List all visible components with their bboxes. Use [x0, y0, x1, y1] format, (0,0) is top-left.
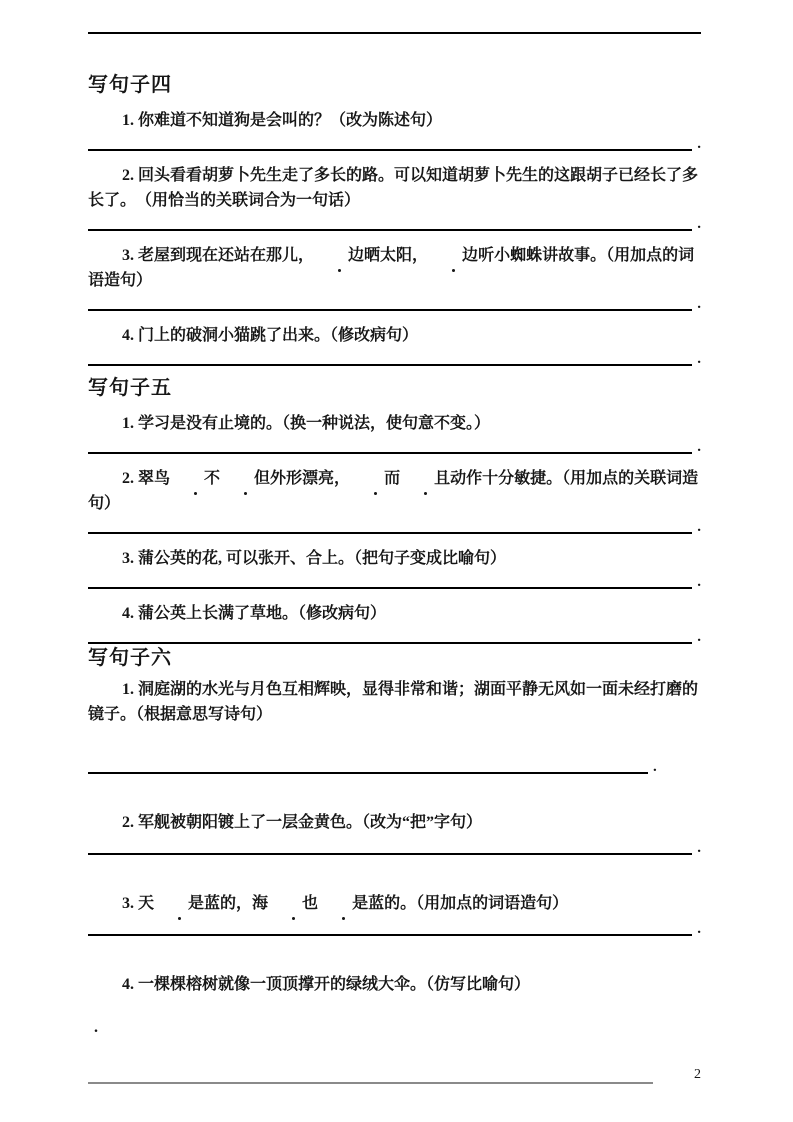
- line-end-period: .: [697, 296, 701, 312]
- line-end-period: .: [697, 439, 701, 455]
- exercise-item: [88, 163, 701, 231]
- exercise-prompt: 3. 蒲公英的花, 可以张开、合上。（把句子变成比喻句）: [122, 550, 507, 567]
- exercise-prompt: 2. 回头看看胡萝卜先生走了多长的路。可以知道胡萝卜先生的这跟胡子已经长了多长了。 （用恰当的关联词合为一句话）: [88, 167, 699, 209]
- line-end-period: .: [697, 921, 701, 937]
- exercise-item: [88, 466, 701, 534]
- line-end-period: .: [697, 840, 701, 856]
- emphasized-char: 而: [350, 466, 400, 491]
- emphasized-char: 边: [428, 243, 478, 268]
- line-end-period: .: [697, 574, 701, 590]
- emphasized-char: 且: [400, 466, 450, 491]
- answer-rule: [88, 309, 692, 311]
- exercise-item: [88, 972, 701, 1040]
- emphasized-char: 不: [170, 466, 220, 491]
- emphasized-char: 是: [154, 891, 204, 916]
- answer-line: [88, 921, 701, 937]
- exercise-prompt: 4. 蒲公英上长满了草地。（修改病句）: [122, 605, 387, 622]
- answer-line: [88, 296, 701, 312]
- answer-line: [88, 439, 701, 455]
- answer-line: [88, 759, 701, 775]
- exercise-item: [88, 323, 701, 366]
- answer-line: [88, 519, 701, 535]
- answer-rule: [88, 934, 692, 936]
- section-six: [88, 645, 701, 1040]
- footer-rule: [88, 1082, 653, 1084]
- exercise-item: [88, 601, 701, 644]
- emphasized-char: 是: [318, 891, 368, 916]
- exercise-prompt: 1. 洞庭湖的水光与月色互相辉映，显得非常和谐；湖面平静无风如一面未经打磨的镜子。（根据意思写诗句）: [88, 681, 699, 723]
- emphasized-char: 也: [268, 891, 318, 916]
- answer-line: [88, 136, 701, 152]
- emphasized-char: 边: [314, 243, 364, 268]
- section-title: 写句子四: [88, 74, 172, 96]
- answer-line: [88, 574, 701, 590]
- section-title: 写句子六: [88, 647, 172, 669]
- line-end-period: .: [697, 136, 701, 152]
- line-end-period: .: [697, 216, 701, 232]
- exercise-prompt: 1. 学习是没有止境的。（换一种说法，使句意不变。）: [122, 415, 491, 432]
- exercise-prompt: 3. 天 是蓝的，海 也 是蓝的。（用加点的词语造句）: [88, 891, 701, 916]
- answer-rule: [88, 532, 692, 534]
- exercise-item: [88, 810, 701, 855]
- section-title: 写句子五: [88, 377, 172, 399]
- answer-rule: [88, 772, 648, 774]
- page-number: 2: [694, 1067, 701, 1082]
- exercise-prompt: 4. 门上的破洞小猫跳了出来。（修改病句）: [122, 327, 419, 344]
- answer-rule: [88, 452, 692, 454]
- exercise-item: [88, 546, 701, 589]
- answer-line: [88, 629, 701, 645]
- exercise-item: [88, 891, 701, 936]
- exercise-prompt: 3. 老屋到现在还站在那儿， 边晒太阳， 边听小蜘蛛讲故事。（用加点的词语造句）: [88, 243, 701, 293]
- line-end-period: .: [653, 759, 657, 775]
- line-end-period: .: [697, 519, 701, 535]
- header-rule: [88, 32, 701, 34]
- answer-rule: [88, 853, 692, 855]
- section-five: [88, 375, 701, 656]
- answer-rule: [88, 364, 692, 366]
- exercise-item: [88, 411, 701, 454]
- exercise-prompt: 4. 一棵棵榕树就像一顶顶撑开的绿绒大伞。（仿写比喻句）: [122, 976, 531, 993]
- answer-rule: [88, 229, 692, 231]
- exercise-prompt: 2. 军舰被朝阳镀上了一层金黄色。（改为“把”字句）: [122, 814, 483, 831]
- exercise-item: [88, 108, 701, 151]
- exercise-prompt: 1. 你难道不知道狗是会叫的？（改为陈述句）: [122, 112, 443, 129]
- section-four: [88, 72, 701, 378]
- answer-rule: [88, 149, 692, 151]
- answer-period: .: [94, 1019, 98, 1036]
- line-end-period: .: [697, 629, 701, 645]
- exercise-item: [88, 677, 701, 774]
- line-end-period: .: [697, 351, 701, 367]
- exercise-prompt: 2. 翠鸟 不 但外形漂亮， 而 且动作十分敏捷。（用加点的关联词造句）: [88, 466, 701, 516]
- answer-rule: [88, 587, 692, 589]
- answer-line: [88, 840, 701, 856]
- answer-line: [88, 216, 701, 232]
- emphasized-char: 但: [220, 466, 270, 491]
- answer-rule: [88, 642, 692, 644]
- exercise-item: [88, 243, 701, 311]
- answer-line: [88, 351, 701, 367]
